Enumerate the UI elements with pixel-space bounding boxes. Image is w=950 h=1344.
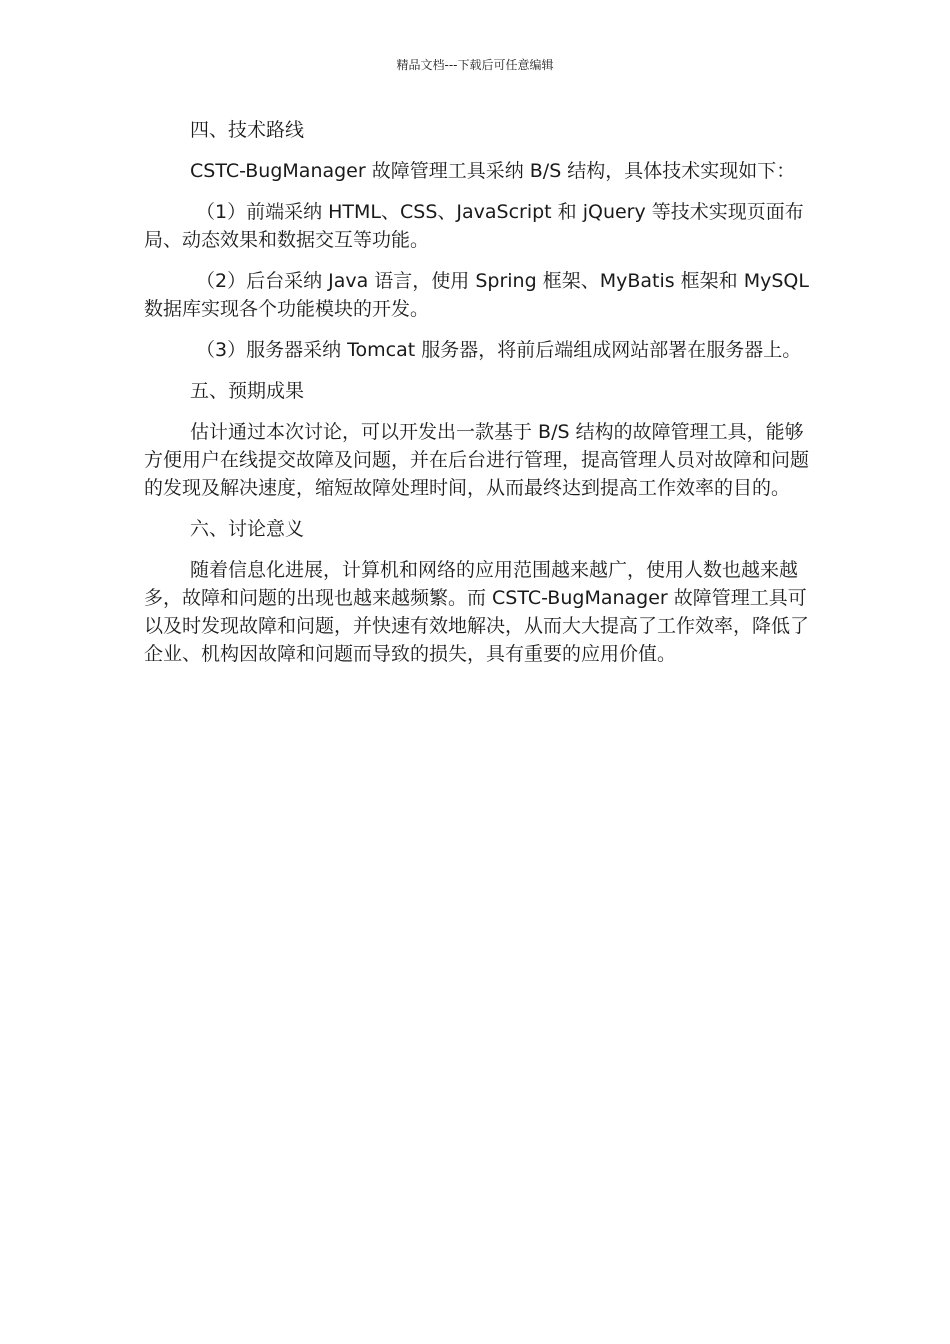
significance-body: 随着信息化进展，计算机和网络的应用范围越来越广，使用人数也越来越多，故障和问题的出现也越来越频繁。而 CSTC-BugManager 故障管理工具可以及时发现故障和问题，并快速有效地解决，从而大大提高了工作效率，降低了企业、机构因故障和问题而导致的损失，具有重要的应用价值。: [144, 559, 810, 665]
tech-route-item-frontend: （1）前端采纳 HTML、CSS、JavaScript 和 jQuery 等技术实现页面布局、动态效果和数据交互等功能。: [144, 201, 804, 251]
page-header: 精品文档---下载后可任意编辑: [396, 58, 554, 72]
tech-route-item-backend: （2）后台采纳 Java 语言，使用 Spring 框架、MyBatis 框架和 MySQL 数据库实现各个功能模块的开发。: [144, 270, 809, 320]
expected-results-body: 估计通过本次讨论，可以开发出一款基于 B/S 结构的故障管理工具，能够方便用户在线提交故障及问题，并在后台进行管理，提高管理人员对故障和问题的发现及解决速度，缩短故障处理时间，从而最终达到提高工作效率的目的。: [144, 421, 810, 499]
section-heading-tech-route: 四、技术路线: [190, 119, 305, 141]
tech-route-intro: CSTC-BugManager 故障管理工具采纳 B/S 结构，具体技术实现如下：: [190, 160, 796, 182]
tech-route-item-server: （3）服务器采纳 Tomcat 服务器，将前后端组成网站部署在服务器上。: [196, 339, 802, 361]
section-heading-expected-results: 五、预期成果: [190, 380, 305, 402]
section-heading-significance: 六、讨论意义: [190, 518, 305, 540]
document-body: [144, 116, 812, 681]
